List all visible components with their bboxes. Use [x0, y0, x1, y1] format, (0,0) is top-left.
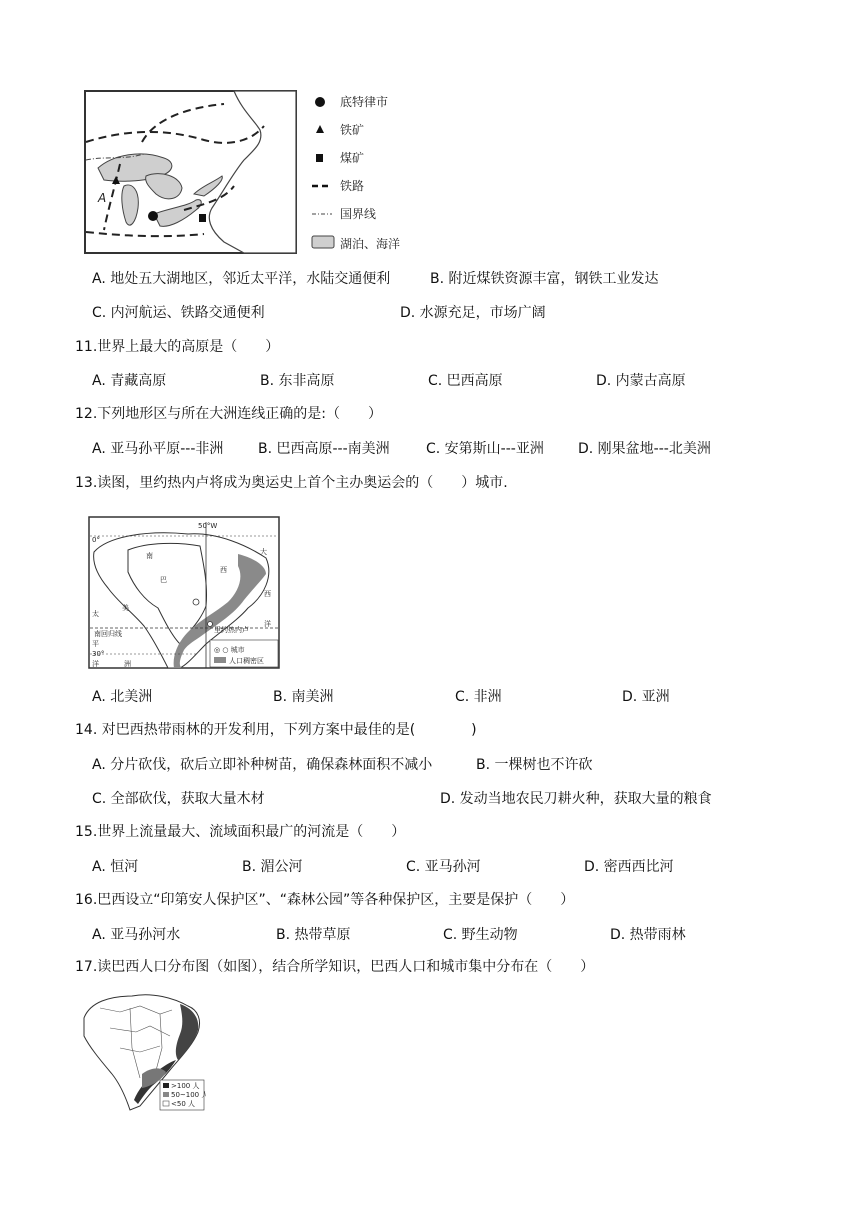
map3-legend-mid: 50~100 人	[171, 1091, 206, 1099]
q14-stem: 14. 对巴西热带雨林的开发利用，下列方案中最佳的是( )	[75, 722, 477, 738]
q15-option-a: A. 恒河	[92, 859, 139, 875]
svg-text:美: 美	[122, 604, 129, 612]
svg-text:巴: 巴	[160, 576, 167, 584]
map1-legend	[312, 94, 400, 251]
q10-option-a: A. 地处五大湖地区，邻近太平洋，水陆交通便利	[92, 271, 391, 287]
q16-option-d: D. 热带雨林	[610, 927, 686, 943]
legend-rail: 铁路	[340, 179, 365, 193]
map2-tropic: 南回归线	[94, 630, 122, 638]
map2-lat0: 0°	[92, 536, 100, 544]
q15-stem: 15.世界上流量最大、流域面积最广的河流是（ ）	[75, 824, 406, 840]
svg-text:西: 西	[220, 566, 227, 574]
map2-legend-pop: 人口稠密区	[229, 657, 264, 665]
q12-stem: 12.下列地形区与所在大洲连线正确的是:（ ）	[75, 406, 382, 422]
q11-option-a: A. 青藏高原	[92, 373, 167, 389]
map2-legend-city: ◎ ○ 城市	[214, 646, 245, 654]
svg-text:南: 南	[146, 552, 153, 560]
q12-option-c: C. 安第斯山---亚洲	[426, 441, 544, 457]
q13-stem: 13.读图，里约热内卢将成为奥运史上首个主办奥运会的（ ）城市.	[75, 475, 508, 491]
q12-option-d: D. 刚果盆地---北美洲	[578, 441, 711, 457]
q10-option-c: C. 内河航运、铁路交通便利	[92, 305, 265, 321]
legend-coal: 煤矿	[340, 151, 365, 165]
q14-option-c: C. 全部砍伐，获取大量木材	[92, 791, 265, 807]
q15-option-c: C. 亚马孙河	[406, 859, 481, 875]
brazil-population-map	[80, 988, 206, 1112]
q10-option-b: B. 附近煤铁资源丰富，钢铁工业发达	[430, 271, 659, 287]
q13-option-b: B. 南美洲	[273, 689, 334, 705]
region-letter: A	[98, 191, 107, 205]
q11-option-d: D. 内蒙古高原	[596, 373, 686, 389]
q11-option-b: B. 东非高原	[260, 373, 335, 389]
q16-option-a: A. 亚马孙河水	[92, 927, 181, 943]
detroit-map	[84, 90, 404, 256]
svg-text:平: 平	[92, 640, 99, 648]
legend-lake: 湖泊、海洋	[340, 237, 401, 251]
svg-text:洋: 洋	[264, 620, 271, 628]
legend-border: 国界线	[340, 207, 377, 221]
q16-option-c: C. 野生动物	[443, 927, 518, 943]
legend-detroit: 底特律市	[340, 95, 389, 109]
q11-option-c: C. 巴西高原	[428, 373, 503, 389]
map2-lon: 50°W	[198, 522, 218, 530]
q15-option-b: B. 湄公河	[242, 859, 303, 875]
svg-text:洲: 洲	[124, 660, 131, 668]
q12-option-a: A. 亚马孙平原---非洲	[92, 441, 224, 457]
q14-option-b: B. 一棵树也不许砍	[476, 757, 593, 773]
q10-option-d: D. 水源充足，市场广阔	[400, 305, 546, 321]
legend-iron: 铁矿	[340, 123, 365, 137]
map3-legend-high: >100 人	[171, 1082, 200, 1090]
q16-option-b: B. 热带草原	[276, 927, 351, 943]
svg-text:大: 大	[260, 548, 267, 556]
q14-option-a: A. 分片砍伐，砍后立即补种树苗，确保森林面积不减小	[92, 757, 433, 773]
q16-stem: 16.巴西设立“印第安人保护区”、“森林公园”等各种保护区，主要是保护（ ）	[75, 892, 575, 908]
q11-stem: 11.世界上最大的高原是（ ）	[75, 339, 280, 355]
q17-stem: 17.读巴西人口分布图（如图），结合所学知识，巴西人口和城市集中分布在（ ）	[75, 959, 595, 975]
map2-lat30: 30°	[92, 650, 105, 658]
brazil-map	[88, 516, 282, 670]
q14-option-d: D. 发动当地农民刀耕火种，获取大量的粮食	[440, 791, 712, 807]
q12-option-b: B. 巴西高原---南美洲	[258, 441, 390, 457]
map2-city: 里约热内卢	[214, 626, 249, 634]
svg-text:西: 西	[264, 590, 271, 598]
q13-option-c: C. 非洲	[455, 689, 502, 705]
svg-text:太: 太	[92, 610, 99, 618]
q15-option-d: D. 密西西比河	[584, 859, 674, 875]
svg-text:洋: 洋	[92, 660, 99, 668]
q13-option-a: A. 北美洲	[92, 689, 153, 705]
map3-legend-low: <50 人	[171, 1100, 195, 1108]
q13-option-d: D. 亚洲	[622, 689, 670, 705]
